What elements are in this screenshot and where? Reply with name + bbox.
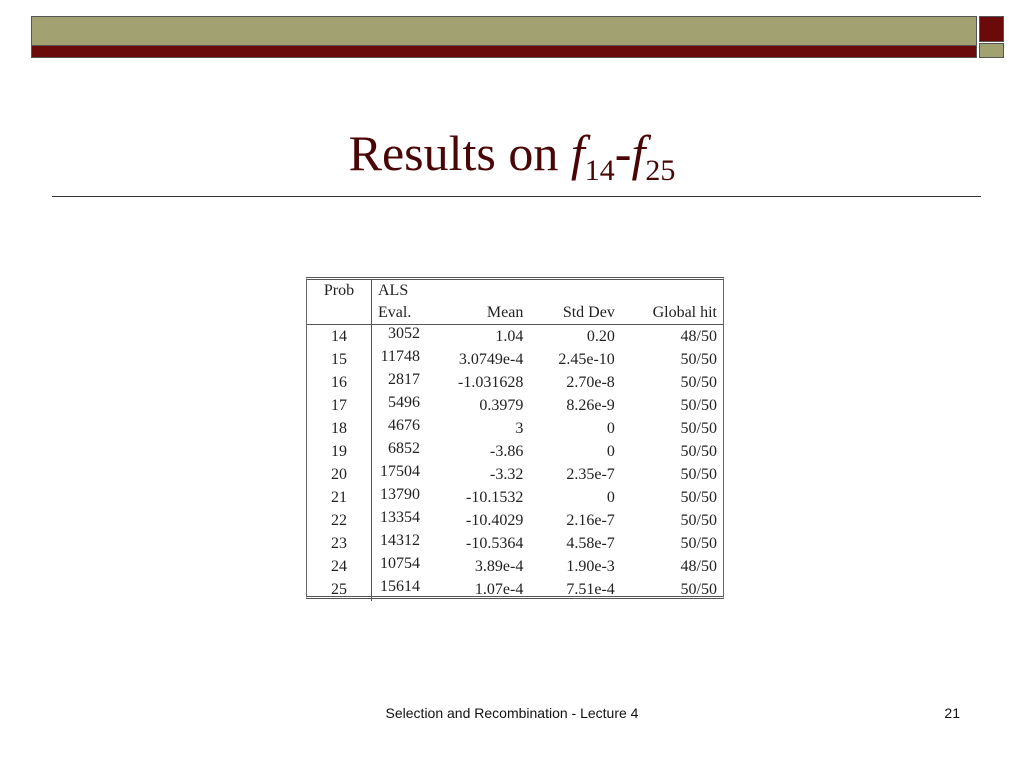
cell-prob: 17 <box>307 394 372 417</box>
cell-std: 0 <box>606 442 615 460</box>
results-table-image <box>306 277 724 599</box>
cell-eval <box>372 325 427 349</box>
cell-global-hit: 50/50 <box>680 442 717 460</box>
cell-global-hit: 50/50 <box>680 534 717 552</box>
cell-global-hit: 50/50 <box>680 511 717 529</box>
cell-mean: 0.3979 <box>479 396 524 414</box>
table-row <box>307 509 723 532</box>
table-row <box>307 463 723 486</box>
slide-title <box>0 118 1024 188</box>
cell-eval <box>372 555 427 578</box>
cell-std: 2.70e-8 <box>566 373 615 391</box>
slide-footer: Selection and Recombination - Lecture 4 <box>385 705 639 721</box>
title-dash: - <box>614 125 632 181</box>
cell-global-hit: 50/50 <box>680 419 717 437</box>
cell-eval <box>372 371 427 394</box>
cell-eval <box>372 532 427 555</box>
table-body <box>307 325 723 602</box>
cell-eval-text: 2817 <box>388 371 420 388</box>
cell-mean: -10.5364 <box>466 534 524 552</box>
cell-mean: 1.04 <box>495 327 524 345</box>
table-row <box>307 486 723 509</box>
table-header-row-2 <box>307 302 723 325</box>
table-row <box>307 440 723 463</box>
title-function-1: f <box>570 125 585 181</box>
cell-eval-text: 17504 <box>380 463 420 480</box>
cell-eval-text: 11748 <box>380 348 420 365</box>
cell-prob: 19 <box>307 440 372 463</box>
cell-eval <box>372 578 427 601</box>
header-prob: Prob <box>307 280 372 302</box>
top-decor-band <box>31 16 977 58</box>
cell-mean: 3 <box>515 419 524 437</box>
title-subscript-1: 14 <box>584 154 615 187</box>
cell-global-hit: 48/50 <box>680 327 717 345</box>
cell-global-hit: 48/50 <box>680 557 717 575</box>
header-mean: Mean <box>426 302 529 325</box>
cell-mean: -1.031628 <box>458 373 524 391</box>
table-row <box>307 371 723 394</box>
top-decor-red-stripe <box>32 45 976 58</box>
header-prob-blank <box>307 302 372 325</box>
cell-std: 7.51e-4 <box>566 580 615 598</box>
table-row <box>307 394 723 417</box>
cell-eval-text: 10754 <box>380 555 420 572</box>
cell-eval-text: 5496 <box>388 394 420 411</box>
cell-std: 2.16e-7 <box>566 511 615 529</box>
table-row <box>307 532 723 555</box>
cell-eval <box>372 440 427 463</box>
title-function-2: f <box>631 125 646 181</box>
cell-prob: 24 <box>307 555 372 578</box>
cell-global-hit: 50/50 <box>680 396 717 414</box>
cell-prob: 25 <box>307 578 372 601</box>
cell-prob: 15 <box>307 348 372 371</box>
cell-std: 8.26e-9 <box>566 396 615 414</box>
table-row <box>307 555 723 578</box>
top-decor-olive-stripe <box>32 17 976 45</box>
cell-std: 2.45e-10 <box>558 350 615 368</box>
cell-global-hit: 50/50 <box>680 350 717 368</box>
header-eval: Eval. <box>372 302 427 325</box>
cell-eval <box>372 394 427 417</box>
table-row <box>307 348 723 371</box>
cell-global-hit: 50/50 <box>680 580 717 598</box>
cell-eval-text: 13790 <box>380 486 420 503</box>
results-table <box>307 280 723 601</box>
cell-std: 2.35e-7 <box>566 465 615 483</box>
cell-prob: 20 <box>307 463 372 486</box>
cell-std: 4.58e-7 <box>566 534 615 552</box>
cell-mean: -3.32 <box>490 465 524 483</box>
page-number: 21 <box>944 705 960 721</box>
title-divider <box>52 196 981 197</box>
cell-mean: 1.07e-4 <box>474 580 524 598</box>
cell-eval <box>372 417 427 440</box>
cell-eval <box>372 348 427 371</box>
cell-eval-text: 15614 <box>380 578 420 595</box>
cell-prob: 18 <box>307 417 372 440</box>
cell-prob: 23 <box>307 532 372 555</box>
cell-eval-text: 13354 <box>380 509 420 526</box>
cell-eval-text: 3052 <box>388 325 420 342</box>
cell-global-hit: 50/50 <box>680 373 717 391</box>
cell-prob: 22 <box>307 509 372 532</box>
title-subscript-2: 25 <box>645 154 676 187</box>
title-prefix: Results on <box>348 125 571 181</box>
cell-eval-text: 14312 <box>380 532 420 549</box>
cell-std: 1.90e-3 <box>566 557 615 575</box>
cell-prob: 14 <box>307 325 372 349</box>
table-header-row-1 <box>307 280 723 302</box>
cell-std: 0 <box>606 488 615 506</box>
cell-prob: 21 <box>307 486 372 509</box>
cell-std: 0 <box>606 419 615 437</box>
cell-eval <box>372 486 427 509</box>
top-decor-red-square <box>979 16 1004 42</box>
cell-eval <box>372 509 427 532</box>
cell-eval <box>372 463 427 486</box>
table-row <box>307 325 723 349</box>
cell-prob: 16 <box>307 371 372 394</box>
table-row <box>307 578 723 601</box>
header-group-als: ALS <box>378 282 409 299</box>
top-decor-olive-square <box>979 43 1004 58</box>
header-global-hit: Global hit <box>621 302 723 325</box>
header-std: Std Dev <box>529 302 620 325</box>
cell-global-hit: 50/50 <box>680 488 717 506</box>
cell-eval-text: 6852 <box>388 440 420 457</box>
cell-mean: 3.0749e-4 <box>458 350 524 368</box>
cell-eval-text: 4676 <box>388 417 420 434</box>
cell-global-hit: 50/50 <box>680 465 717 483</box>
cell-mean: -10.4029 <box>466 511 524 529</box>
cell-mean: -3.86 <box>490 442 524 460</box>
table-row <box>307 417 723 440</box>
cell-std: 0.20 <box>586 327 615 345</box>
cell-mean: 3.89e-4 <box>474 557 524 575</box>
cell-mean: -10.1532 <box>466 488 524 506</box>
